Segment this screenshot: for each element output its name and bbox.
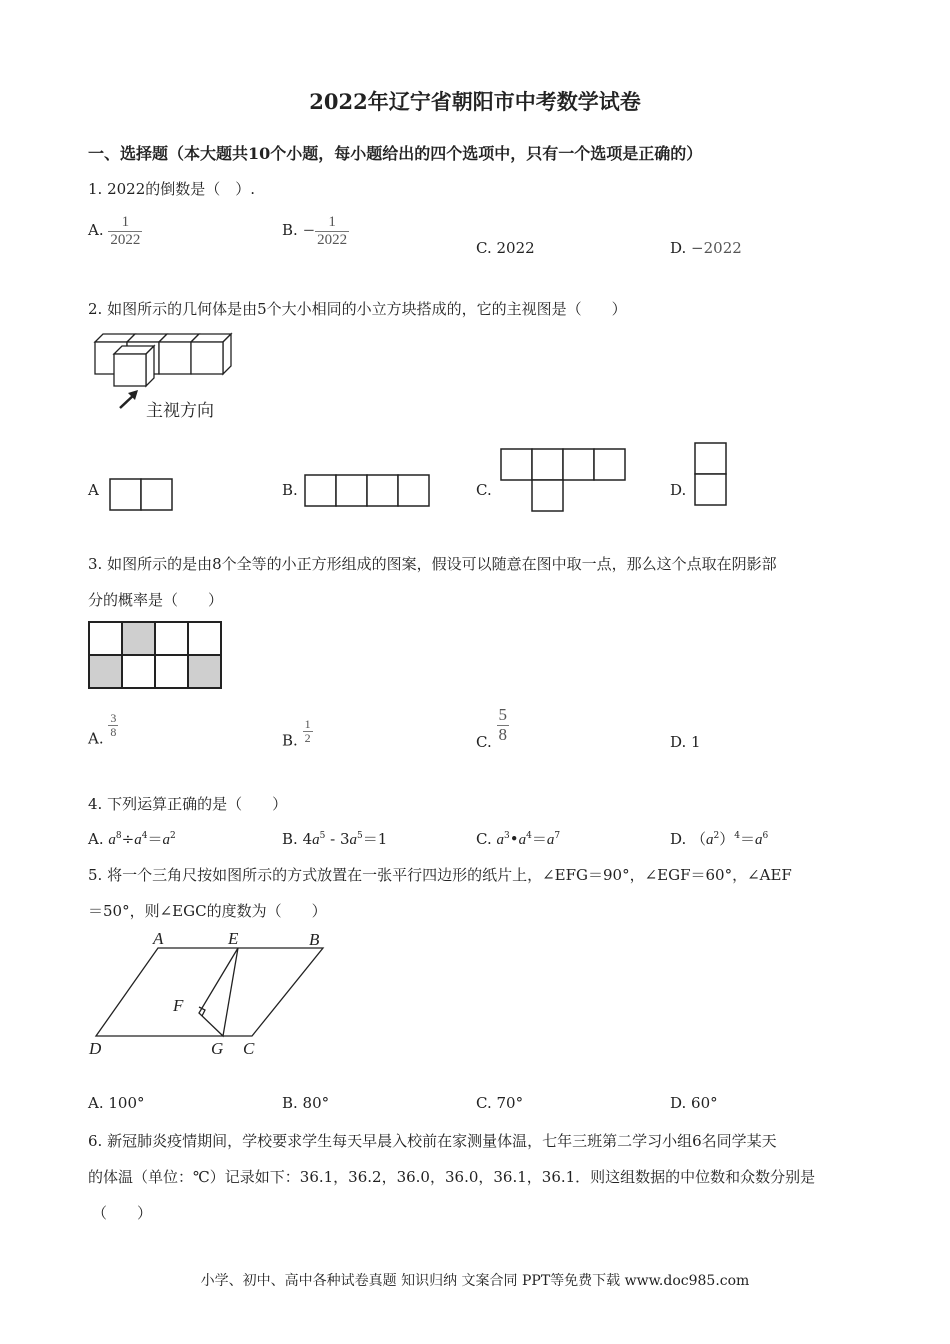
q2-option-b-figure[interactable]	[304, 474, 430, 508]
q2-option-d-figure[interactable]	[694, 442, 728, 508]
q3-stem-line2: 分的概率是（ ）	[88, 591, 224, 609]
q5-option-a[interactable]: A. 100°	[88, 1094, 145, 1112]
q1-option-b-fraction	[315, 214, 349, 248]
q1-option-d-value: −2022	[691, 239, 742, 257]
q1-option-a[interactable]	[88, 214, 142, 248]
q5-option-d[interactable]: D. 60°	[670, 1094, 718, 1112]
q4-option-d[interactable]: D. $(a^2)^4=a^6$	[670, 830, 769, 848]
q5-label-g: G	[211, 1039, 224, 1058]
q1-b-numerator: 1	[328, 214, 336, 230]
q1-option-b-sign: −	[302, 221, 316, 239]
q5-label-c: C	[243, 1039, 255, 1058]
q1-option-a-label: A.	[88, 221, 104, 239]
q1-a-denominator: 2022	[110, 231, 141, 248]
q3-stem-line1: 3. 如图所示的是由8个全等的小正方形组成的图案，假设可以随意在图中取一点，那么这个点取在阴影部	[88, 555, 777, 573]
q3-option-b-fraction	[303, 718, 313, 745]
q3-option-b[interactable]	[282, 718, 313, 750]
q2-option-a-figure[interactable]	[109, 478, 175, 512]
q1-option-b-label: B.	[282, 221, 298, 239]
q1-b-denominator: 2022	[317, 231, 348, 248]
q3-option-c[interactable]	[476, 706, 509, 751]
q3-c-numerator: 5	[498, 705, 507, 724]
q3-option-c-fraction	[497, 706, 510, 744]
q3-b-numerator: 1	[304, 717, 311, 731]
q1-option-d-label: D.	[670, 239, 687, 257]
q5-label-a: A	[153, 929, 164, 948]
q6-stem-line2: 的体温（单位：℃）记录如下：36.1，36.2，36.0，36.0，36.1，36.1．则这组数据的中位数和众数分别是	[88, 1168, 816, 1186]
q5-option-b[interactable]: B. 80°	[282, 1094, 330, 1112]
q4-option-b[interactable]: B. $4a^5 - 3a^5=1$	[282, 830, 388, 848]
q2-direction-label: 主视方向	[146, 401, 214, 421]
q5-stem-line2: ＝50°，则∠EGC的度数为（ ）	[88, 902, 327, 920]
q1-option-a-fraction	[108, 214, 142, 248]
q4-option-c[interactable]: C. $a^3•a^4=a^7$	[476, 830, 561, 848]
q2-option-a-label[interactable]: A	[88, 481, 99, 499]
q5-parallelogram-figure	[85, 928, 335, 1063]
page-title: 2022年辽宁省朝阳市中考数学试卷	[309, 89, 641, 114]
q3-a-numerator: 3	[110, 711, 117, 725]
q3-option-b-label: B.	[282, 731, 298, 750]
q5-label-e: E	[228, 929, 239, 948]
q2-option-b-label[interactable]: B.	[282, 481, 298, 499]
q1-option-c[interactable]: C. 2022	[476, 239, 535, 257]
q5-option-c[interactable]: C. 70°	[476, 1094, 524, 1112]
q3-b-denominator: 2	[304, 731, 311, 746]
q5-label-b: B	[309, 930, 320, 949]
q4-option-d-label: D.	[670, 830, 687, 848]
q4-option-b-label: B.	[282, 830, 298, 848]
q2-stem: 2. 如图所示的几何体是由5个大小相同的小立方块搭成的，它的主视图是（ ）	[88, 300, 627, 318]
q3-a-denominator: 8	[110, 725, 117, 740]
q2-option-c-label[interactable]: C.	[476, 481, 492, 499]
q4-option-a-label: A.	[88, 830, 104, 848]
section-heading: 一、选择题（本大题共10个小题，每小题给出的四个选项中，只有一个选项是正确的）	[88, 144, 703, 163]
q6-stem-line1: 6. 新冠肺炎疫情期间，学校要求学生每天早晨入校前在家测量体温，七年三班第二学习小组6名同学某天	[88, 1132, 777, 1150]
q3-option-a[interactable]	[88, 712, 118, 748]
q3-grid-figure	[88, 621, 224, 691]
q1-option-d[interactable]	[670, 239, 742, 257]
q1-option-b[interactable]	[282, 214, 349, 248]
page-footer: 小学、初中、高中各种试卷真题 知识归纳 文案合同 PPT等免费下载 www.doc985.com	[200, 1273, 750, 1289]
q5-label-d: D	[89, 1039, 102, 1058]
q5-stem-line1: 5. 将一个三角尺按如图所示的方式放置在一张平行四边形的纸片上，∠EFG＝90°，∠EGF＝60°，∠AEF	[88, 866, 792, 884]
q3-option-d[interactable]: D. 1	[670, 733, 701, 751]
q6-stem-line3: （ ）	[92, 1204, 153, 1222]
q2-option-c-figure[interactable]	[500, 448, 626, 512]
q3-option-a-label: A.	[88, 729, 104, 748]
q3-c-denominator: 8	[498, 724, 507, 744]
q4-option-c-label: C.	[476, 830, 492, 848]
q2-option-d-label[interactable]: D.	[670, 481, 687, 499]
q1-stem: 1. 2022的倒数是（ ）.	[88, 180, 256, 198]
q1-a-numerator: 1	[121, 214, 130, 230]
q5-label-f: F	[173, 996, 184, 1015]
q4-option-a[interactable]: A. $a^8\div a^4=a^2$	[88, 830, 176, 848]
q3-option-c-label: C.	[476, 733, 492, 752]
q3-option-a-fraction	[108, 712, 118, 739]
q4-stem: 4. 下列运算正确的是（ ）	[88, 795, 288, 813]
